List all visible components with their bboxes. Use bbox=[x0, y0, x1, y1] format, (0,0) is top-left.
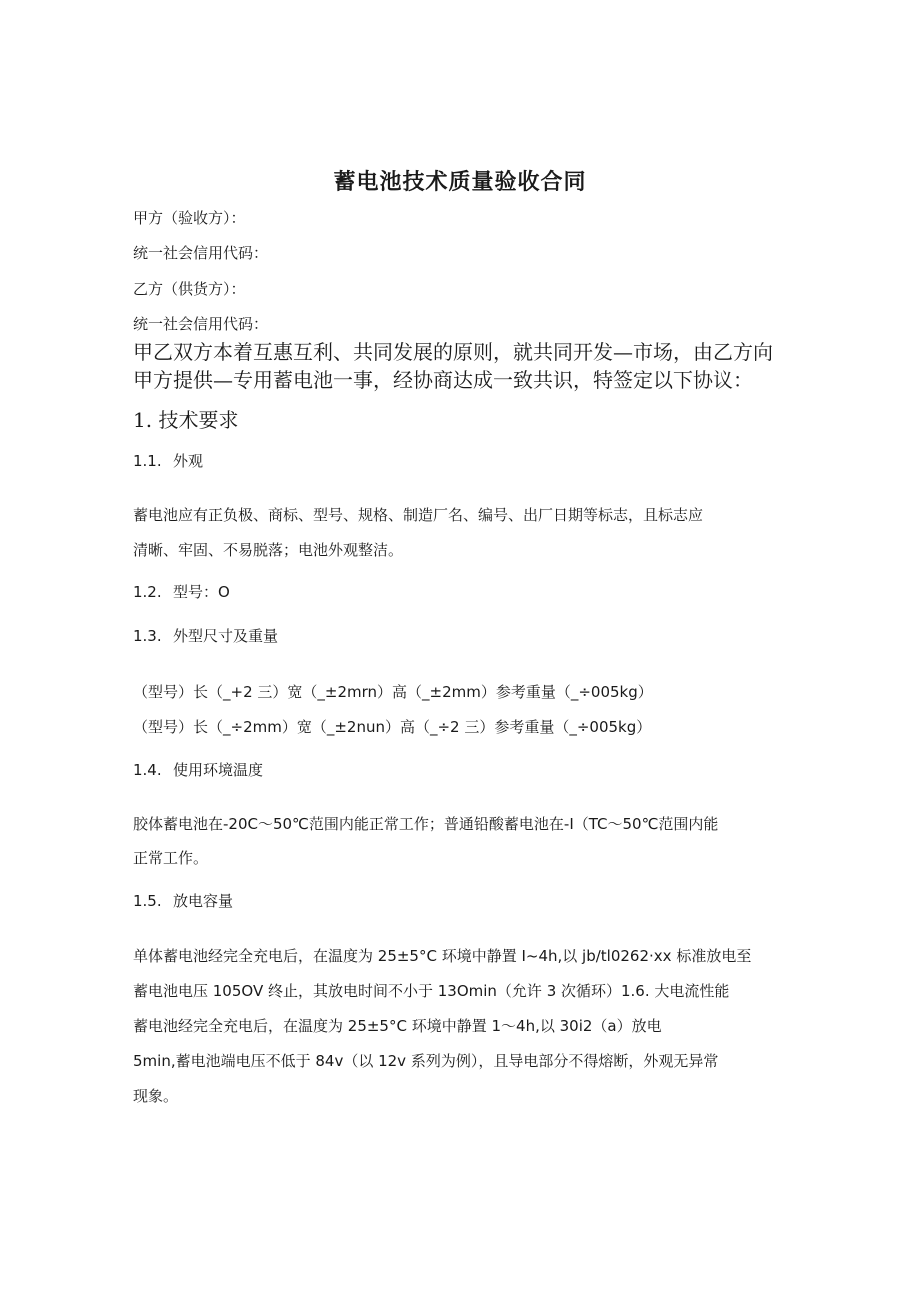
subsection-title: 外观 bbox=[173, 452, 204, 470]
temperature-body-line-2: 正常工作。 bbox=[133, 849, 209, 867]
subsection-number: 1.5. bbox=[133, 892, 162, 910]
document-title: 蓄电池技术质量验收合同 bbox=[333, 169, 587, 195]
party-b-label: 乙方（供货方）： bbox=[133, 280, 246, 298]
dimension-spec-row-1: （型号）长（_+2 三）宽（_±2mrn）高（_±2mm）参考重量（_÷005kg） bbox=[133, 683, 653, 701]
subsection-1-4-heading bbox=[133, 759, 263, 780]
intro-paragraph-line-1: 甲乙双方本着互惠互利、共同发展的原则，就共同开发—市场，由乙方向 bbox=[133, 340, 773, 364]
capacity-body-line-4: 5min,蓄电池端电压不低于 84v（以 12v 系列为例），且导电部分不得熔断，外观无异常 bbox=[133, 1052, 719, 1070]
subsection-number: 1.3. bbox=[133, 627, 162, 645]
capacity-body-line-1: 单体蓄电池经完全充电后，在温度为 25±5°C 环境中静置 I~4h,以 jb∕tl0262·xx 标准放电至 bbox=[133, 947, 752, 965]
subsection-title: 型号：O bbox=[173, 583, 230, 601]
subsection-number: 1.4. bbox=[133, 761, 162, 779]
capacity-body-line-5: 现象。 bbox=[133, 1087, 179, 1105]
subsection-title: 外型尺寸及重量 bbox=[173, 627, 279, 645]
temperature-body-line-1: 胶体蓄电池在-20C～50℃范围内能正常工作；普通铅酸蓄电池在-I（TC～50℃范围内能 bbox=[133, 815, 719, 833]
intro-paragraph-line-2: 甲方提供—专用蓄电池一事，经协商达成一致共识，特签定以下协议： bbox=[133, 368, 753, 392]
party-a-label: 甲方（验收方）： bbox=[133, 209, 246, 227]
party-b-credit-code-label: 统一社会信用代码： bbox=[133, 315, 269, 333]
subsection-1-1-heading bbox=[133, 450, 203, 471]
appearance-body-line-2: 清晰、牢固、不易脱落；电池外观整洁。 bbox=[133, 541, 404, 559]
subsection-number: 1.1. bbox=[133, 452, 162, 470]
subsection-title: 放电容量 bbox=[173, 892, 234, 910]
dimension-spec-row-2: （型号）长（_÷2mm）宽（_±2nun）高（_÷2 三）参考重量（_÷005kg） bbox=[133, 718, 652, 736]
subsection-1-3-heading bbox=[133, 625, 278, 646]
appearance-body-line-1: 蓄电池应有正负极、商标、型号、规格、制造厂名、编号、出厂日期等标志，且标志应 bbox=[133, 506, 704, 524]
capacity-body-line-2: 蓄电池电压 105OV 终止，其放电时间不小于 13Omin（允许 3 次循环）1.6. 大电流性能 bbox=[133, 982, 730, 1000]
party-a-credit-code-label: 统一社会信用代码： bbox=[133, 244, 269, 262]
section-1-heading: 1. 技术要求 bbox=[133, 408, 239, 432]
subsection-1-2-heading bbox=[133, 581, 230, 602]
subsection-number: 1.2. bbox=[133, 583, 162, 601]
subsection-title: 使用环境温度 bbox=[173, 761, 264, 779]
capacity-body-line-3: 蓄电池经完全充电后，在温度为 25±5°C 环境中静置 1～4h,以 30i2（a）放电 bbox=[133, 1017, 662, 1035]
subsection-1-5-heading bbox=[133, 890, 233, 911]
